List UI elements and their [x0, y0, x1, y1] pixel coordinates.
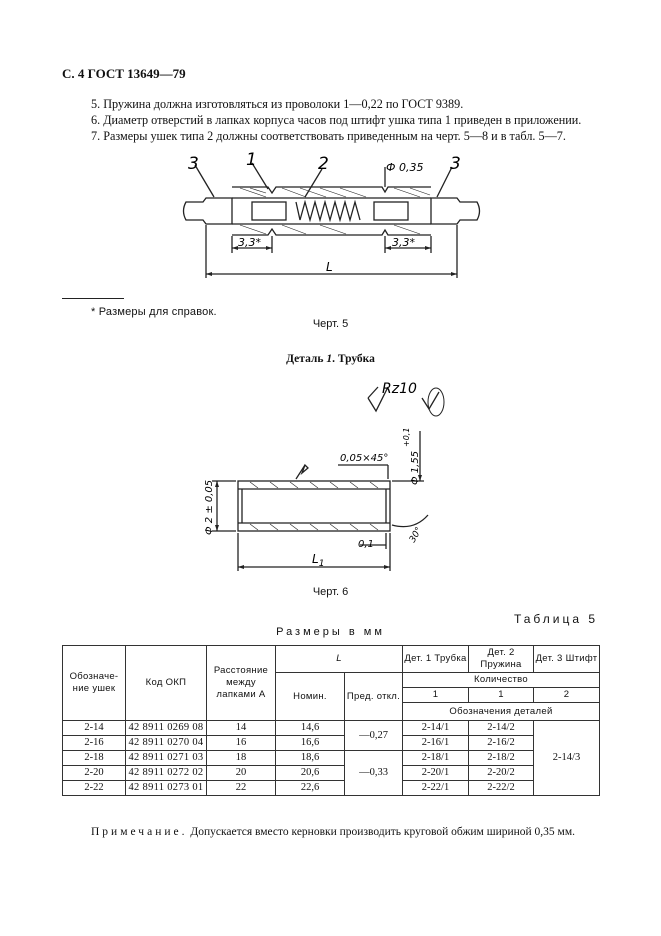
th-part1: Дет. 1 Трубка: [403, 646, 469, 673]
cell-okp: 42 8911 0270 04: [126, 736, 207, 751]
cell-a: 18: [207, 751, 276, 766]
label-diameter: Ф 0,35: [386, 161, 424, 174]
cell-p2: 2-20/2: [469, 766, 534, 781]
note-text: Допускается вместо керновки производить круговой обжим шириной 0,35 мм.: [187, 826, 575, 838]
table-title: Размеры в мм: [276, 626, 385, 638]
dim-small-label: 0,1: [358, 539, 374, 550]
cell-a: 16: [207, 736, 276, 751]
cell-des: 2-14: [63, 721, 126, 736]
table-number: Таблица 5: [513, 612, 598, 626]
cell-tol-b: —0,33: [345, 751, 403, 796]
cell-l: 14,6: [276, 721, 345, 736]
cell-l: 16,6: [276, 736, 345, 751]
cell-l: 20,6: [276, 766, 345, 781]
drawing-tube-detail: [0, 375, 661, 575]
page-header: С. 4 ГОСТ 13649—79: [62, 66, 186, 81]
cell-p2: 2-16/2: [469, 736, 534, 751]
label-3-left: 3: [188, 154, 199, 174]
dim-right: 3,3*: [392, 236, 415, 249]
dim-total: L: [326, 260, 333, 274]
cell-a: 14: [207, 721, 276, 736]
cell-l: 22,6: [276, 781, 345, 796]
caption-drawing-6: Черт. 6: [312, 586, 349, 598]
th-designation: Обозначе-ние ушек: [63, 646, 126, 721]
th-part3: Дет. 3 Штифт: [534, 646, 600, 673]
cell-p1: 2-16/1: [403, 736, 469, 751]
th-q3: 2: [534, 688, 600, 703]
footnote-rule: [62, 298, 124, 299]
length-label: $L_1$: [312, 552, 325, 569]
cell-des: 2-20: [63, 766, 126, 781]
th-quantity: Количество: [403, 673, 600, 688]
dim-left: 3,3*: [238, 236, 261, 249]
th-designations: Обозначения деталей: [403, 703, 600, 721]
cell-okp: 42 8911 0269 08: [126, 721, 207, 736]
cell-p1: 2-18/1: [403, 751, 469, 766]
th-q1: 1: [403, 688, 469, 703]
cell-tol-a: —0,27: [345, 721, 403, 751]
th-nominal: Номин.: [276, 673, 345, 721]
detail-title: Деталь 1. Трубка: [286, 353, 375, 365]
cell-shtift: 2-14/3: [534, 721, 600, 796]
th-part2: Дет. 2 Пружина: [469, 646, 534, 673]
footnote: * Размеры для справок.: [91, 306, 217, 318]
cell-okp: 42 8911 0273 01: [126, 781, 207, 796]
cell-p1: 2-14/1: [403, 721, 469, 736]
label-2: 2: [318, 154, 329, 174]
th-tolerance: Пред. откл.: [345, 673, 403, 721]
th-q2: 1: [469, 688, 534, 703]
dimensions-table: [62, 645, 600, 796]
cell-p1: 2-22/1: [403, 781, 469, 796]
th-distance: Расстояние между лапками A: [207, 646, 276, 721]
cell-des: 2-16: [63, 736, 126, 751]
cell-a: 20: [207, 766, 276, 781]
cell-okp: 42 8911 0272 02: [126, 766, 207, 781]
note: [91, 826, 575, 838]
label-3-right: 3: [450, 154, 461, 174]
inner-diameter-label: Ф 2 ± 0,05: [204, 479, 215, 535]
cell-p1: 2-20/1: [403, 766, 469, 781]
cell-a: 22: [207, 781, 276, 796]
caption-drawing-5: Черт. 5: [312, 318, 349, 330]
note-label: Примечание.: [91, 826, 188, 838]
paragraph-7: 7. Размеры ушек типа 2 должны соответствовать приведенным на черт. 5—8 и в табл. 5—7.: [91, 129, 566, 143]
chamfer-label: 0,05×45°: [340, 453, 389, 464]
paragraph-6: 6. Диаметр отверстий в лапках корпуса часов под штифт ушка типа 1 приведен в приложении.: [91, 113, 582, 127]
cell-l: 18,6: [276, 751, 345, 766]
cell-okp: 42 8911 0271 03: [126, 751, 207, 766]
cell-des: 2-18: [63, 751, 126, 766]
outer-tolerance-label: +0,1: [402, 427, 411, 447]
cell-des: 2-22: [63, 781, 126, 796]
paragraph-5: 5. Пружина должна изготовляться из проволоки 1—0,22 по ГОСТ 9389.: [91, 97, 464, 111]
label-1: 1: [246, 150, 257, 170]
roughness-label: Rz10: [382, 381, 417, 397]
th-okp: Код ОКП: [126, 646, 207, 721]
outer-diameter-label: Ф 1,55: [410, 450, 421, 485]
cell-p2: 2-14/2: [469, 721, 534, 736]
drawing-lug-assembly: [0, 145, 661, 285]
cell-p2: 2-22/2: [469, 781, 534, 796]
angle-label: 30°: [407, 525, 425, 545]
cell-p2: 2-18/2: [469, 751, 534, 766]
th-L: L: [276, 646, 403, 673]
